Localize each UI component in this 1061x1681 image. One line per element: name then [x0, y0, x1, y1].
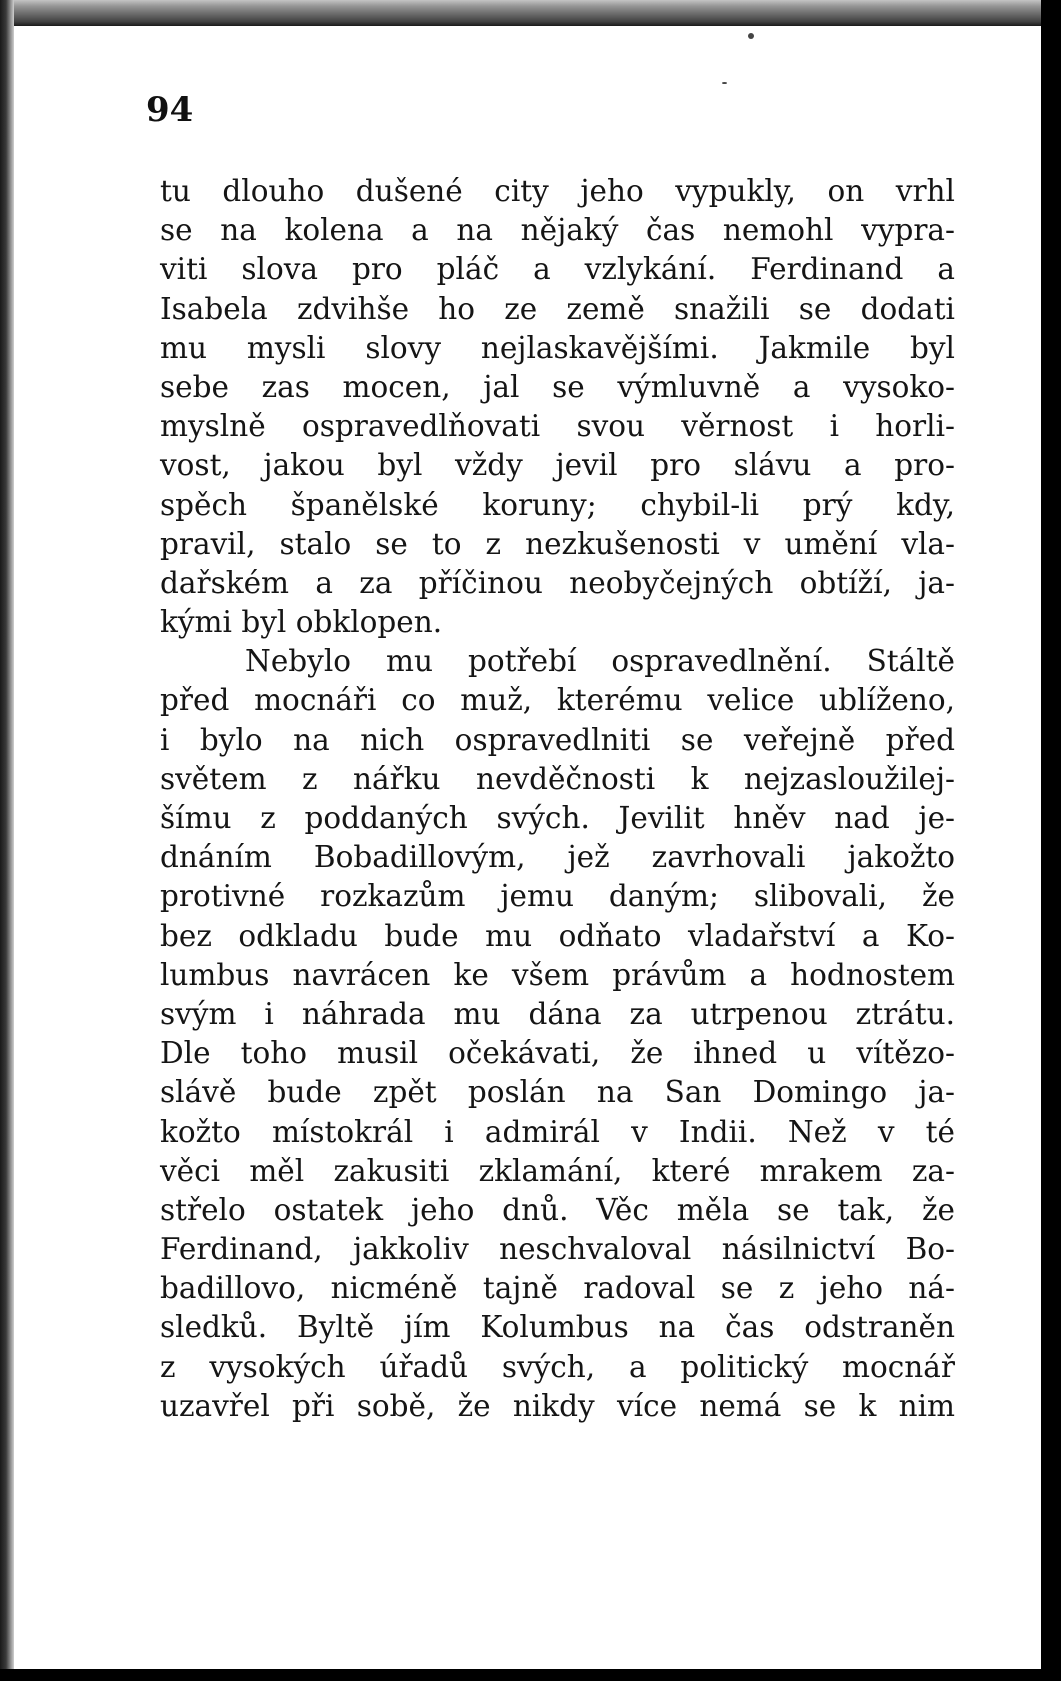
- text-line: vost, jakou byl vždy jevil pro slávu a pro-: [160, 448, 955, 483]
- text-line: Ferdinand, jakkoliv neschvaloval násilnictví Bo-: [160, 1232, 955, 1267]
- text-line: z vysokých úřadů svých, a politický mocnář: [160, 1349, 955, 1384]
- text-line: před mocnáři co muž, kterému velice ublíženo,: [160, 683, 955, 718]
- text-line: pravil, stalo se to z nezkušenosti v umění vla-: [160, 526, 955, 561]
- text-line: dařském a za příčinou neobyčejných obtíží, ja-: [160, 565, 955, 600]
- scan-speck: [748, 33, 754, 39]
- text-line: šímu z poddaných svých. Jevilit hněv nad je-: [160, 801, 955, 835]
- text-line: slávě bude zpět poslán na San Domingo ja-: [160, 1075, 955, 1110]
- text-line: sledků. Byltě jím Kolumbus na čas odstraněn: [160, 1310, 955, 1345]
- page-body-text: [160, 172, 955, 1426]
- text-line: mu mysli slovy nejlaskavějšími. Jakmile byl: [160, 330, 955, 365]
- text-line: protivné rozkazům jemu daným; slibovali, že: [160, 879, 955, 914]
- text-line: kožto místokrál i admirál v Indii. Než v té: [160, 1114, 955, 1149]
- text-line: věci měl zakusiti zklamání, které mrakem za-: [160, 1153, 955, 1188]
- text-line: střelo ostatek jeho dnů. Věc měla se tak, že: [160, 1192, 955, 1227]
- text-line: Isabela zdvihše ho ze země snažili se dodati: [160, 291, 955, 326]
- text-line: kými byl obklopen.: [160, 605, 443, 640]
- scan-edge-left: [0, 0, 14, 1681]
- text-line: tu dlouho dušené city jeho vypukly, on vrhl: [160, 174, 955, 208]
- text-line: badillovo, nicméně tajně radoval se z jeho ná-: [160, 1271, 955, 1306]
- text-line: spěch španělské koruny; chybil-li prý kdy,: [160, 487, 955, 522]
- text-line: se na kolena a na nějaký čas nemohl vypra-: [160, 213, 955, 248]
- text-line: Nebylo mu potřebí ospravedlnění. Stáltě: [245, 644, 955, 679]
- text-line: uzavřel při sobě, že nikdy více nemá se k nim: [160, 1388, 955, 1423]
- text-line: bez odkladu bude mu odňato vladařství a Ko-: [160, 918, 955, 953]
- scan-speck: [722, 82, 727, 84]
- text-line: světem z nářku nevděčnosti k nejzasloužilej-: [160, 761, 955, 796]
- scan-edge-bottom: [0, 1669, 1061, 1681]
- text-line: lumbus navrácen ke všem právům a hodnostem: [160, 957, 955, 992]
- text-line: svým i náhrada mu dána za utrpenou ztrátu.: [160, 996, 955, 1031]
- text-line: viti slova pro pláč a vzlykání. Ferdinand a: [160, 252, 955, 287]
- text-line: i bylo na nich ospravedlniti se veřejně před: [160, 722, 955, 757]
- scan-edge-top: [0, 0, 1061, 26]
- text-line: dnáním Bobadillovým, jež zavrhovali jakožto: [160, 840, 955, 875]
- scan-edge-right: [1041, 0, 1061, 1681]
- page-number: 94: [146, 90, 194, 130]
- text-line: Dle toho musil očekávati, že ihned u vítězo-: [160, 1036, 955, 1071]
- text-line: sebe zas mocen, jal se výmluvně a vysoko-: [160, 369, 955, 404]
- text-line: myslně ospravedlňovati svou věrnost i horli-: [160, 409, 955, 444]
